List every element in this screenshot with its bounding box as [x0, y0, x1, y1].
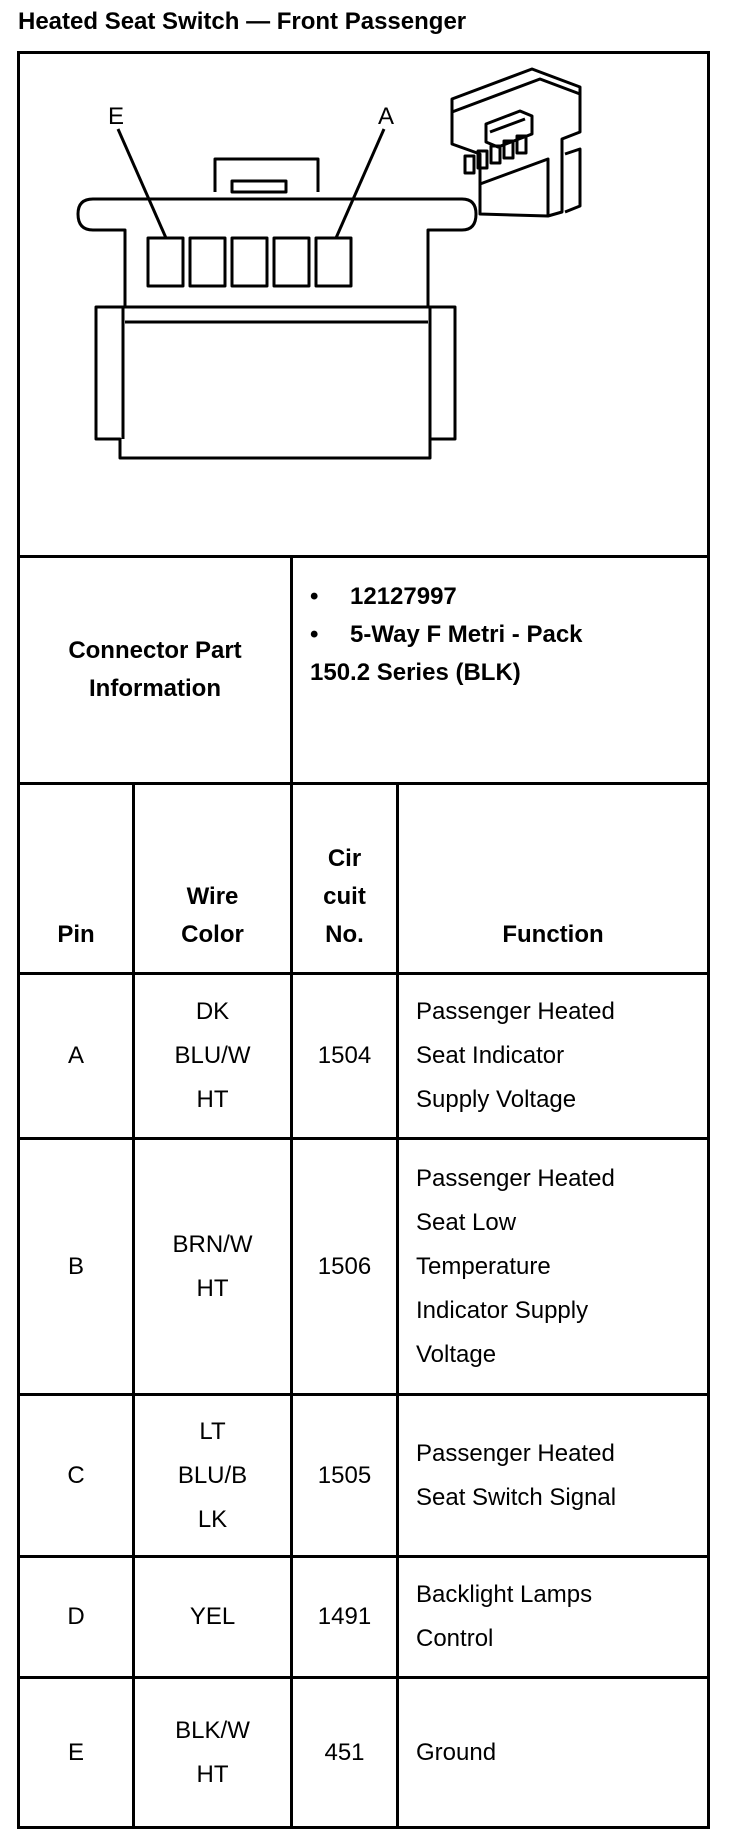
- table-row: [20, 1679, 707, 1826]
- wire-color-cell: DK BLU/W HT: [132, 975, 290, 1137]
- pin-cell: E: [67, 1738, 84, 1766]
- connector-diagram: [20, 54, 707, 558]
- circuit-cell: 1505: [290, 1396, 396, 1555]
- connector-info-value: [290, 558, 707, 782]
- wire-color-cell: BLK/W HT: [132, 1679, 290, 1826]
- connector-drawing: [20, 54, 707, 555]
- pin-label-e: E: [108, 103, 125, 130]
- function-cell: Ground: [396, 1679, 707, 1826]
- circuit-cell: 1506: [290, 1140, 396, 1393]
- table-row: [20, 1140, 707, 1396]
- table-row: [20, 1558, 707, 1679]
- wire-color-cell: LT BLU/B LK: [132, 1396, 290, 1555]
- pin-cell: C: [67, 1461, 85, 1489]
- wire-color-cell: YEL: [132, 1558, 290, 1676]
- circuit-cell: 1504: [290, 975, 396, 1137]
- pin-cell: B: [67, 1252, 84, 1280]
- header-circuit: Cir cuit No.: [290, 785, 396, 972]
- connector-sheet: [17, 51, 710, 1829]
- page-title: Heated Seat Switch — Front Passenger: [18, 8, 467, 35]
- table-header-row: [20, 785, 707, 975]
- connector-type: • 5-Way F Metri - Pack: [310, 621, 583, 648]
- part-number: • 12127997: [310, 583, 457, 610]
- header-function: Function: [396, 785, 707, 972]
- pin-cell: D: [67, 1603, 85, 1630]
- function-cell: Passenger Heated Seat Low Temperature Indicator Supply Voltage: [396, 1140, 707, 1393]
- header-pin: Pin: [57, 921, 95, 948]
- connector-series: 150.2 Series (BLK): [310, 659, 521, 686]
- header-wire-color: Wire Color: [132, 785, 290, 972]
- pin-label-a: A: [378, 103, 395, 130]
- function-cell: Passenger Heated Seat Indicator Supply Voltage: [396, 975, 707, 1137]
- table-row: [20, 975, 707, 1140]
- function-cell: Backlight Lamps Control: [396, 1558, 707, 1676]
- circuit-cell: 1491: [290, 1558, 396, 1676]
- pin-cell: A: [67, 1042, 84, 1069]
- function-cell: Passenger Heated Seat Switch Signal: [396, 1396, 707, 1555]
- connector-info-label: Connector Part Information: [68, 637, 242, 702]
- wire-color-cell: BRN/W HT: [132, 1140, 290, 1393]
- table-row: [20, 1396, 707, 1558]
- circuit-cell: 451: [290, 1679, 396, 1826]
- connector-info-row: [20, 558, 707, 785]
